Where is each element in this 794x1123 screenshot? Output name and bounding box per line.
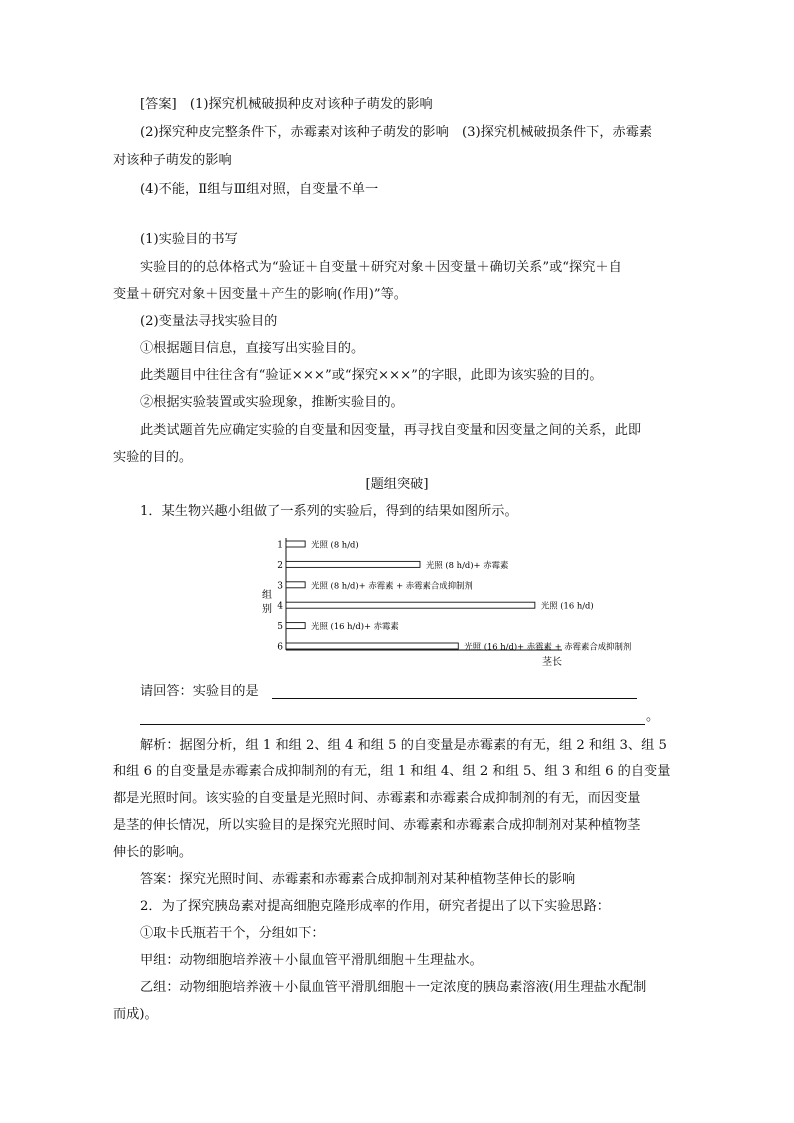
tick-label-group-5: 5: [277, 622, 283, 633]
method-step-2-para-b: 实验的目的。: [113, 450, 193, 465]
method-heading-1: (1)实验目的书写: [140, 232, 238, 247]
method-para-1b: 变量＋研究对象＋因变量＋产生的影响(作用)”等。: [113, 287, 407, 302]
bar-group-4: [286, 602, 535, 608]
question-1-answer: 答案：探究光照时间、赤霉素和赤霉素合成抑制剂对某种植物茎伸长的影响: [140, 872, 576, 887]
answer-blank-2[interactable]: [140, 724, 645, 725]
bar-group-6: [286, 643, 458, 649]
answer-line-3: 对该种子萌发的影响: [113, 153, 232, 168]
tick-label-group-3: 3: [277, 581, 283, 592]
bar-label-group-1: 光照 (8 h/d): [311, 539, 359, 550]
analysis-line-d: 是茎的伸长情况，所以实验目的是探究光照时间、赤霉素和赤霉素合成抑制剂对某种植物茎: [113, 818, 641, 833]
method-para-1a: 实验目的的总体格式为“验证＋自变量＋研究对象＋因变量＋确切关系”或“探究＋自: [140, 260, 622, 275]
question-2-step-1: ①取卡氏瓶若干个，分组如下：: [140, 926, 325, 941]
answer-line-4: (4)不能，Ⅱ组与Ⅲ组对照，自变量不单一: [140, 182, 379, 197]
question-2-group-b-b: 而成)。: [113, 1007, 158, 1022]
x-axis-label: 茎长: [542, 657, 562, 668]
analysis-line-e: 伸长的影响。: [113, 845, 193, 860]
question-2-stem: 2．为了探究胰岛素对提高细胞克隆形成率的作用，研究者提出了以下实验思路：: [140, 899, 610, 914]
question-2-group-b-a: 乙组：动物细胞培养液＋小鼠血管平滑肌细胞＋一定浓度的胰岛素溶液(用生理盐水配制: [140, 980, 647, 995]
method-heading-2: (2)变量法寻找实验目的: [140, 314, 278, 329]
bar-group-1: [286, 541, 305, 547]
bar-label-group-6: 光照 (16 h/d)+ 赤霉素 + 赤霉素合成抑制剂: [464, 641, 632, 652]
answer-line-1: [答案] (1)探究机械破损种皮对该种子萌发的影响: [140, 97, 433, 112]
bar-label-group-5: 光照 (16 h/d)+ 赤霉素: [311, 621, 399, 632]
tick-label-group-2: 2: [277, 560, 283, 571]
analysis-line-c: 都是光照时间。该实验的自变量是光照时间、赤霉素和赤霉素合成抑制剂的有无，而因变量: [113, 791, 641, 806]
question-1-stem: 1．某生物兴趣小组做了一系列的实验后，得到的结果如图所示。: [140, 504, 518, 519]
chart-svg: [250, 536, 632, 676]
tick-label-group-4: 4: [277, 601, 283, 612]
bar-group-5: [286, 623, 305, 629]
analysis-line-a: 解析：据图分析，组 1 和组 2、组 4 和组 5 的自变量是赤霉素的有无，组 2 和组 3、组 5: [140, 738, 667, 753]
analysis-line-b: 和组 6 的自变量是赤霉素合成抑制剂的有无，组 1 和组 4、组 2 和组 5、组 3 和组 6 的自变量: [113, 764, 671, 779]
question-2-group-a: 甲组：动物细胞培养液＋小鼠血管平滑肌细胞＋生理盐水。: [140, 953, 483, 968]
method-step-1: ①根据题目信息，直接写出实验目的。: [140, 341, 365, 356]
stem-length-chart: [250, 536, 632, 676]
question-1-end-mark: 。: [646, 709, 660, 724]
tick-label-group-1: 1: [277, 540, 283, 551]
section-title: [题组突破]: [365, 477, 429, 492]
method-step-2: ②根据实验装置或实验现象，推断实验目的。: [140, 395, 404, 410]
bar-label-group-4: 光照 (16 h/d): [540, 600, 594, 611]
y-axis-label: 组别: [262, 590, 272, 615]
bar-label-group-2: 光照 (8 h/d)+ 赤霉素: [426, 559, 509, 570]
bar-group-3: [286, 582, 305, 588]
tick-label-group-6: 6: [277, 642, 283, 653]
method-step-1-para: 此类题目中往往含有“验证×××”或“探究×××”的字眼，此即为该实验的目的。: [140, 368, 603, 383]
bar-group-2: [286, 561, 420, 567]
bar-label-group-3: 光照 (8 h/d)+ 赤霉素 + 赤霉素合成抑制剂: [311, 580, 473, 591]
answer-line-2: (2)探究种皮完整条件下，赤霉素对该种子萌发的影响 (3)探究机械破损条件下，赤霉素: [140, 125, 653, 140]
question-1-prompt: 请回答：实验目的是: [140, 684, 259, 699]
method-step-2-para-a: 此类试题首先应确定实验的自变量和因变量，再寻找自变量和因变量之间的关系，此即: [140, 423, 642, 438]
answer-blank-1[interactable]: [272, 698, 637, 699]
